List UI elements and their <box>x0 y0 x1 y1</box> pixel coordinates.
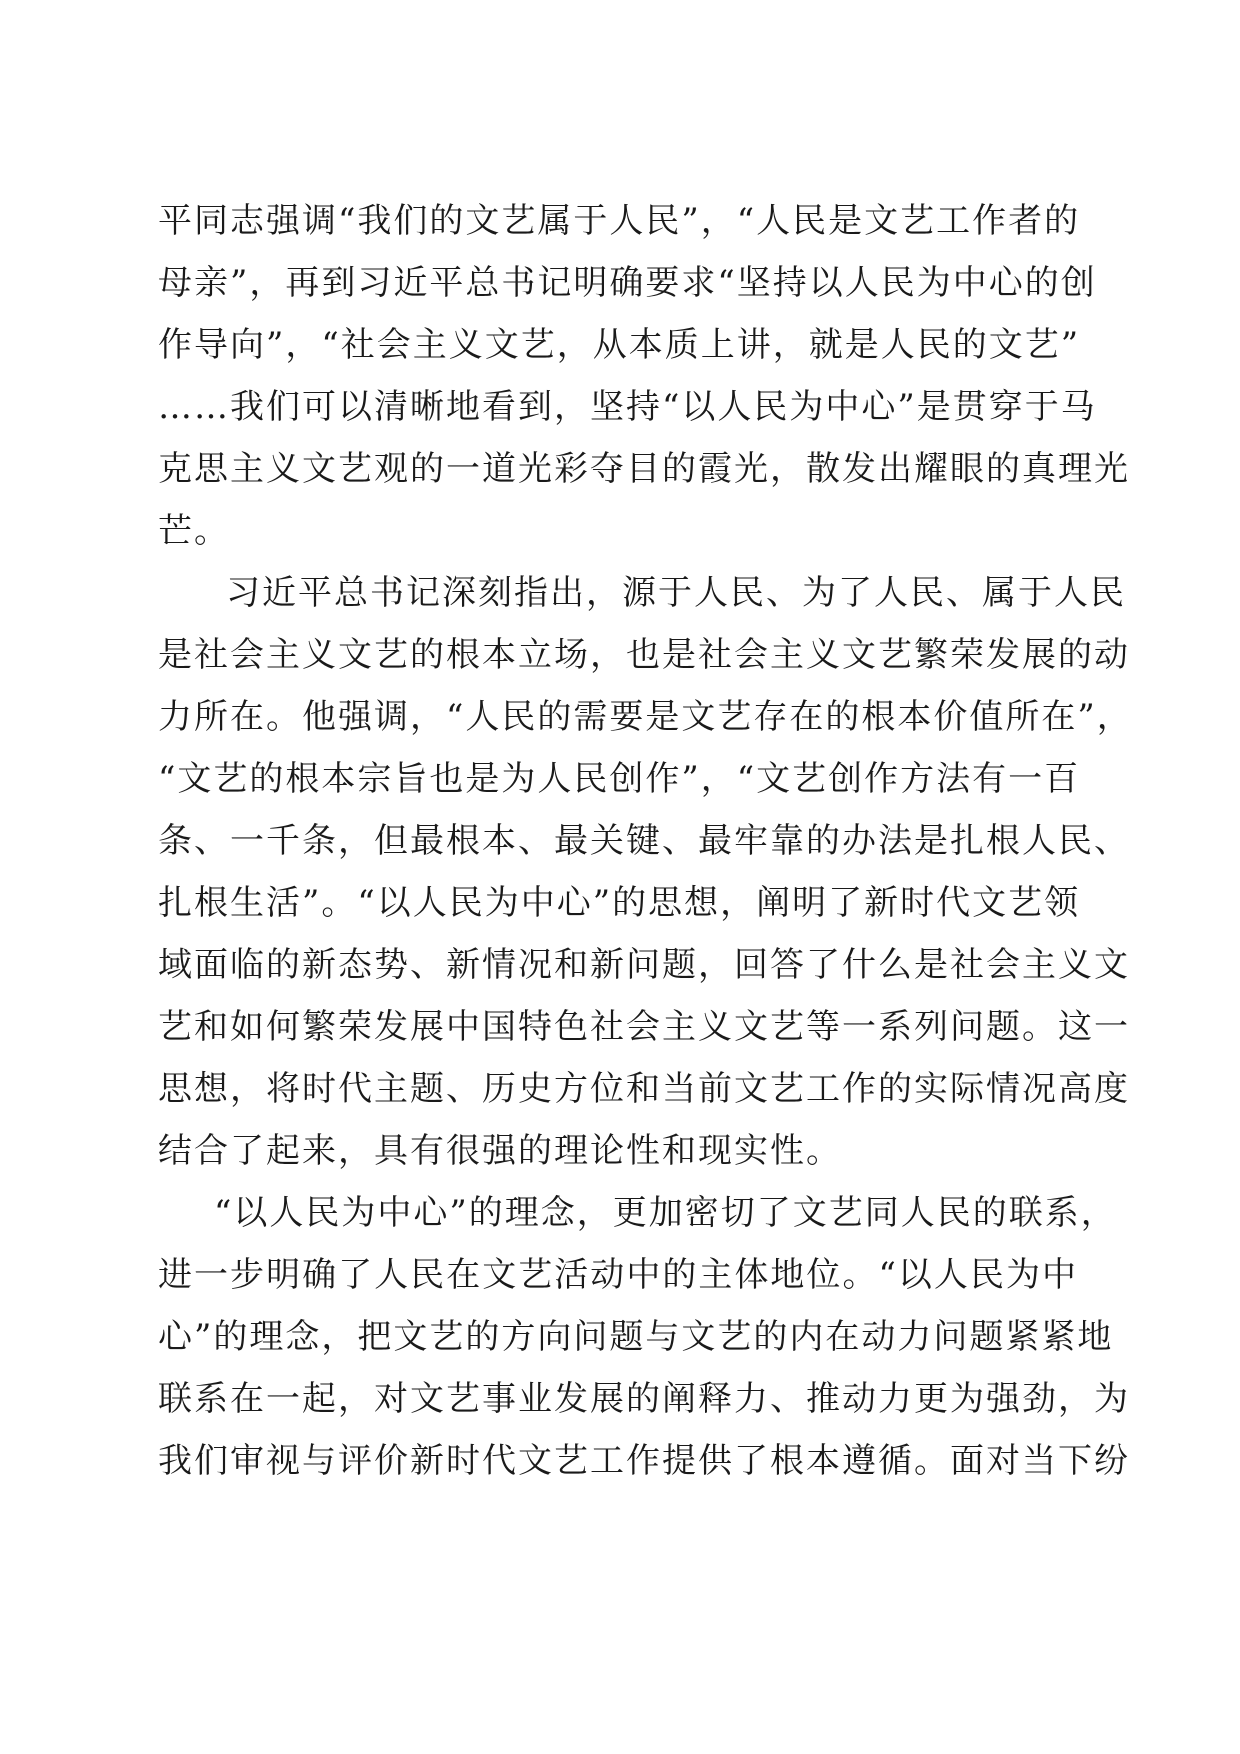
text-line: 克思主义文艺观的一道光彩夺目的霞光，散发出耀眼的真理光 <box>158 449 1130 489</box>
text-line: ……我们可以清晰地看到，坚持“以人民为中心”是贯穿于马 <box>158 387 1097 427</box>
text-line: 是社会主义文艺的根本立场，也是社会主义文艺繁荣发展的动 <box>158 635 1130 675</box>
text-line: 思想，将时代主题、历史方位和当前文艺工作的实际情况高度 <box>158 1069 1130 1109</box>
text-line: 我们审视与评价新时代文艺工作提供了根本遵循。面对当下纷 <box>158 1441 1130 1481</box>
text-line: 联系在一起，对文艺事业发展的阐释力、推动力更为强劲，为 <box>158 1379 1130 1419</box>
text-line: 习近平总书记深刻指出，源于人民、为了人民、属于人民 <box>226 573 1126 613</box>
text-line: 结合了起来，具有很强的理论性和现实性。 <box>158 1131 842 1171</box>
text-line: “以人民为中心”的理念，更加密切了文艺同人民的联系， <box>214 1193 1117 1233</box>
text-line: 进一步明确了人民在文艺活动中的主体地位。“以人民为中 <box>158 1255 1078 1295</box>
text-line: 心”的理念，把文艺的方向问题与文艺的内在动力问题紧紧地 <box>158 1317 1114 1357</box>
text-line: 作导向”，“社会主义文艺，从本质上讲，就是人民的文艺” <box>158 325 1081 365</box>
text-line: 条、一千条，但最根本、最关键、最牢靠的办法是扎根人民、 <box>158 821 1130 861</box>
text-line: 艺和如何繁荣发展中国特色社会主义文艺等一系列问题。这一 <box>158 1007 1130 1047</box>
text-line: 扎根生活”。“以人民为中心”的思想，阐明了新时代文艺领 <box>158 883 1081 923</box>
paragraph-3 <box>158 1182 1130 1492</box>
text-line: 平同志强调“我们的文艺属于人民”，“人民是文艺工作者的 <box>158 201 1081 241</box>
text-line: 芒。 <box>158 511 230 551</box>
text-line: 力所在。他强调，“人民的需要是文艺存在的根本价值所在”， <box>158 697 1133 737</box>
text-line: 母亲”，再到习近平总书记明确要求“坚持以人民为中心的创 <box>158 263 1097 303</box>
text-line: 域面临的新态势、新情况和新问题，回答了什么是社会主义文 <box>158 945 1130 985</box>
body-text <box>158 190 1133 1492</box>
text-line: “文艺的根本宗旨也是为人民创作”，“文艺创作方法有一百 <box>158 759 1081 799</box>
paragraph-2 <box>158 562 1133 1182</box>
paragraph-1 <box>158 190 1130 562</box>
